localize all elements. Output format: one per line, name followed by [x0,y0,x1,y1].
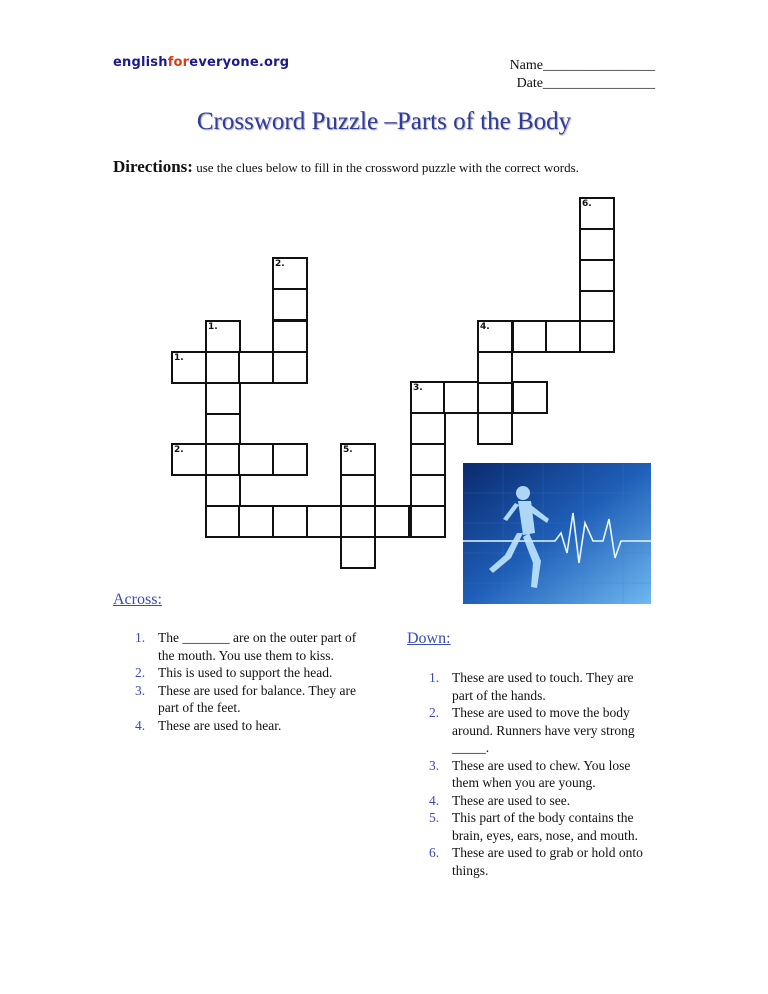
crossword-cell[interactable] [410,381,446,414]
clue-number: 6. [582,199,592,209]
crossword-cell[interactable] [205,382,241,415]
clue-number: 4. [135,717,146,733]
clue-number: 1. [174,353,184,363]
clue-text: These are used to grab or hold onto things. [452,845,643,878]
clue-number: 1. [208,322,218,332]
crossword-cell[interactable] [340,505,376,538]
name-date-fields [420,57,655,93]
crossword-cell[interactable] [374,505,410,538]
directions-text: use the clues below to fill in the crossword puzzle with the correct words. [192,160,579,175]
across-clue-list [113,629,363,734]
crossword-cell[interactable] [579,197,615,230]
crossword-cell[interactable] [171,351,207,384]
clue-number: 6. [429,845,440,860]
crossword-cell[interactable] [410,474,446,507]
clue-text: These are used to touch. They are part of the hands. [452,670,634,703]
date-field-label: Date________________ [516,76,655,91]
clue-text: This part of the body contains the brain, eyes, ears, nose, and mouth. [452,810,638,843]
down-clue-list [407,669,657,879]
crossword-cell[interactable] [579,228,615,261]
down-clue [407,669,657,704]
down-heading: Down: [407,630,451,647]
crossword-cell[interactable] [477,381,513,414]
crossword-cell[interactable] [205,351,241,384]
across-clue [113,664,363,682]
clue-number: 2. [429,705,440,720]
clue-text: These are used to move the body around. Runners have very strong _____. [452,705,635,755]
crossword-cell[interactable] [477,412,513,445]
crossword-cell[interactable] [306,505,342,538]
crossword-cell[interactable] [579,320,615,353]
clue-number: 4. [429,792,440,808]
clue-number: 1. [135,630,146,645]
crossword-cell[interactable] [410,412,446,445]
clue-number: 2. [174,445,184,455]
crossword-cell[interactable] [512,320,548,353]
down-clue [407,704,657,757]
crossword-cell[interactable] [579,290,615,323]
crossword-cell[interactable] [512,381,548,414]
clue-number: 1. [429,670,440,685]
across-heading: Across: [113,591,162,608]
site-logo: englishforeveryone.org [113,55,290,70]
crossword-cell[interactable] [272,257,308,290]
clue-text: The _______ are on the outer part of the mouth. You use them to kiss. [158,630,357,663]
clue-text: These are used to see. [452,792,571,808]
crossword-cell[interactable] [272,320,308,353]
crossword-cell[interactable] [410,505,446,538]
crossword-cell[interactable] [340,536,376,569]
crossword-cell[interactable] [238,351,274,384]
running-figure-heartbeat-image [463,463,651,604]
crossword-cell[interactable] [205,505,241,538]
crossword-cell[interactable] [205,320,241,353]
crossword-cell[interactable] [340,443,376,476]
clue-number: 4. [480,322,490,332]
clue-number: 3. [135,682,146,698]
crossword-cell[interactable] [272,288,308,321]
crossword-cell[interactable] [171,443,207,476]
clue-number: 2. [135,665,146,680]
clue-text: These are used to hear. [158,717,282,733]
clue-text: This is used to support the head. [158,665,333,680]
clue-text: These are used to chew. You lose them when you are young. [452,757,631,790]
crossword-cell[interactable] [205,443,241,476]
directions [113,157,579,177]
crossword-cell[interactable] [545,320,581,353]
crossword-cell[interactable] [410,443,446,476]
clue-number: 3. [429,757,440,773]
crossword-cell[interactable] [205,474,241,507]
clue-number: 5. [343,445,353,455]
down-clue [407,792,657,810]
name-field-label: Name________________ [509,58,655,73]
page-title: Crossword Puzzle –Parts of the Body [196,108,572,135]
down-clue [407,844,657,879]
crossword-cell[interactable] [272,351,308,384]
crossword-cell[interactable] [238,443,274,476]
down-clue [407,809,657,844]
clue-number: 5. [429,810,440,825]
across-clue [113,682,363,717]
crossword-cell[interactable] [238,505,274,538]
across-clue [113,717,363,735]
clue-number: 2. [275,259,285,269]
crossword-cell[interactable] [443,381,479,414]
crossword-cell[interactable] [477,320,513,353]
crossword-cell[interactable] [272,443,308,476]
directions-label: Directions: [113,157,193,176]
down-clue [407,757,657,792]
crossword-cell[interactable] [205,413,241,446]
crossword-cell[interactable] [579,259,615,292]
crossword-cell[interactable] [477,351,513,384]
clue-number: 3. [413,383,423,393]
crossword-cell[interactable] [272,505,308,538]
across-clue [113,629,363,664]
crossword-cell[interactable] [340,474,376,507]
clue-text: These are used for balance. They are part of the feet. [158,682,357,715]
